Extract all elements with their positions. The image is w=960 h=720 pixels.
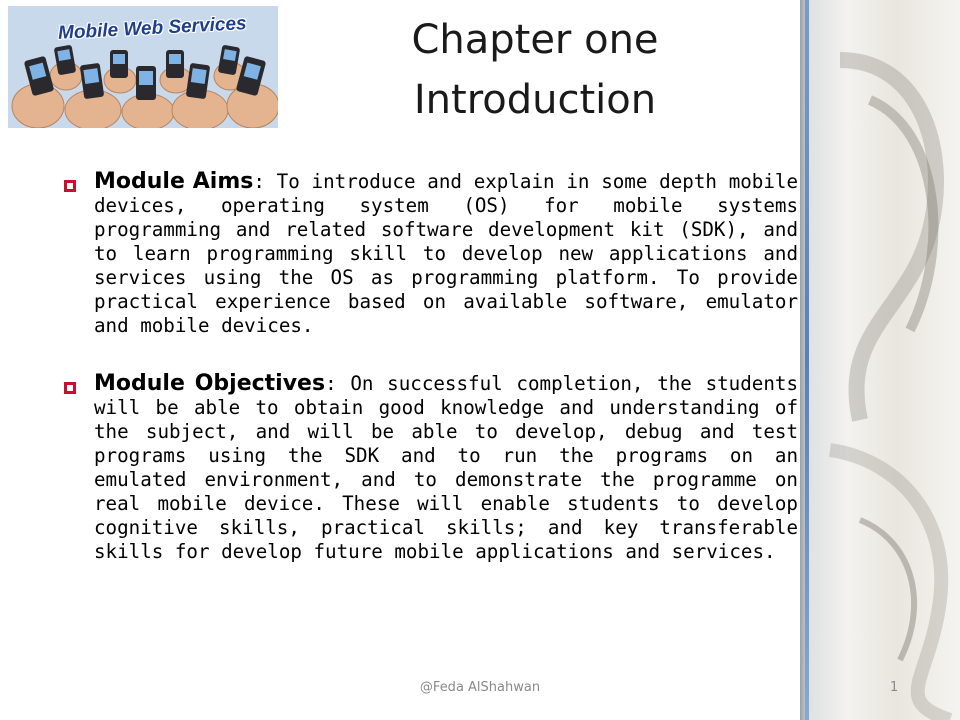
- bullet-module-aims: [62, 170, 798, 338]
- logo-title: Mobile Web Services: [57, 13, 248, 44]
- page-number: 1: [890, 680, 899, 695]
- bullet-square-icon: [64, 180, 76, 192]
- bullet-text: : On successful completion, the students will be able to obtain good knowledge and understanding of the subject, and will be able to develop, debug and test programs using the SDK and to run the programs on an emulated environment, and to demonstrate the programme on real mobile device. These will enable students to develop cognitive skills, practical skills; and key transferable skills for develop future mobile applications and services.: [94, 372, 798, 563]
- title-line-2: Introduction: [413, 77, 657, 123]
- decorative-background-strip: [800, 0, 960, 720]
- bullet-text: : To introduce and explain in some depth mobile devices, operating system (OS) for mobile systems programming and related software development kit (SDK), and to learn programming skill to develop new applications and services using the OS as programming platform. To provide practical experience based on available software, emulator and mobile devices.: [94, 170, 799, 337]
- mobile-web-services-logo: [8, 6, 278, 128]
- bullet-paragraph: [94, 170, 798, 338]
- bullet-paragraph: [94, 372, 798, 564]
- bullet-module-objectives: [62, 372, 798, 564]
- title-line-1: Chapter one: [411, 17, 659, 63]
- bullet-square-icon: [64, 382, 76, 394]
- footer-author: @Feda AlShahwan: [419, 680, 541, 695]
- bullet-list: [62, 170, 798, 598]
- bullet-label: Module Aims: [94, 169, 254, 194]
- slide-title: [300, 10, 770, 130]
- bullet-label: Module Objectives: [94, 371, 326, 396]
- vertical-accent-line: [805, 0, 809, 720]
